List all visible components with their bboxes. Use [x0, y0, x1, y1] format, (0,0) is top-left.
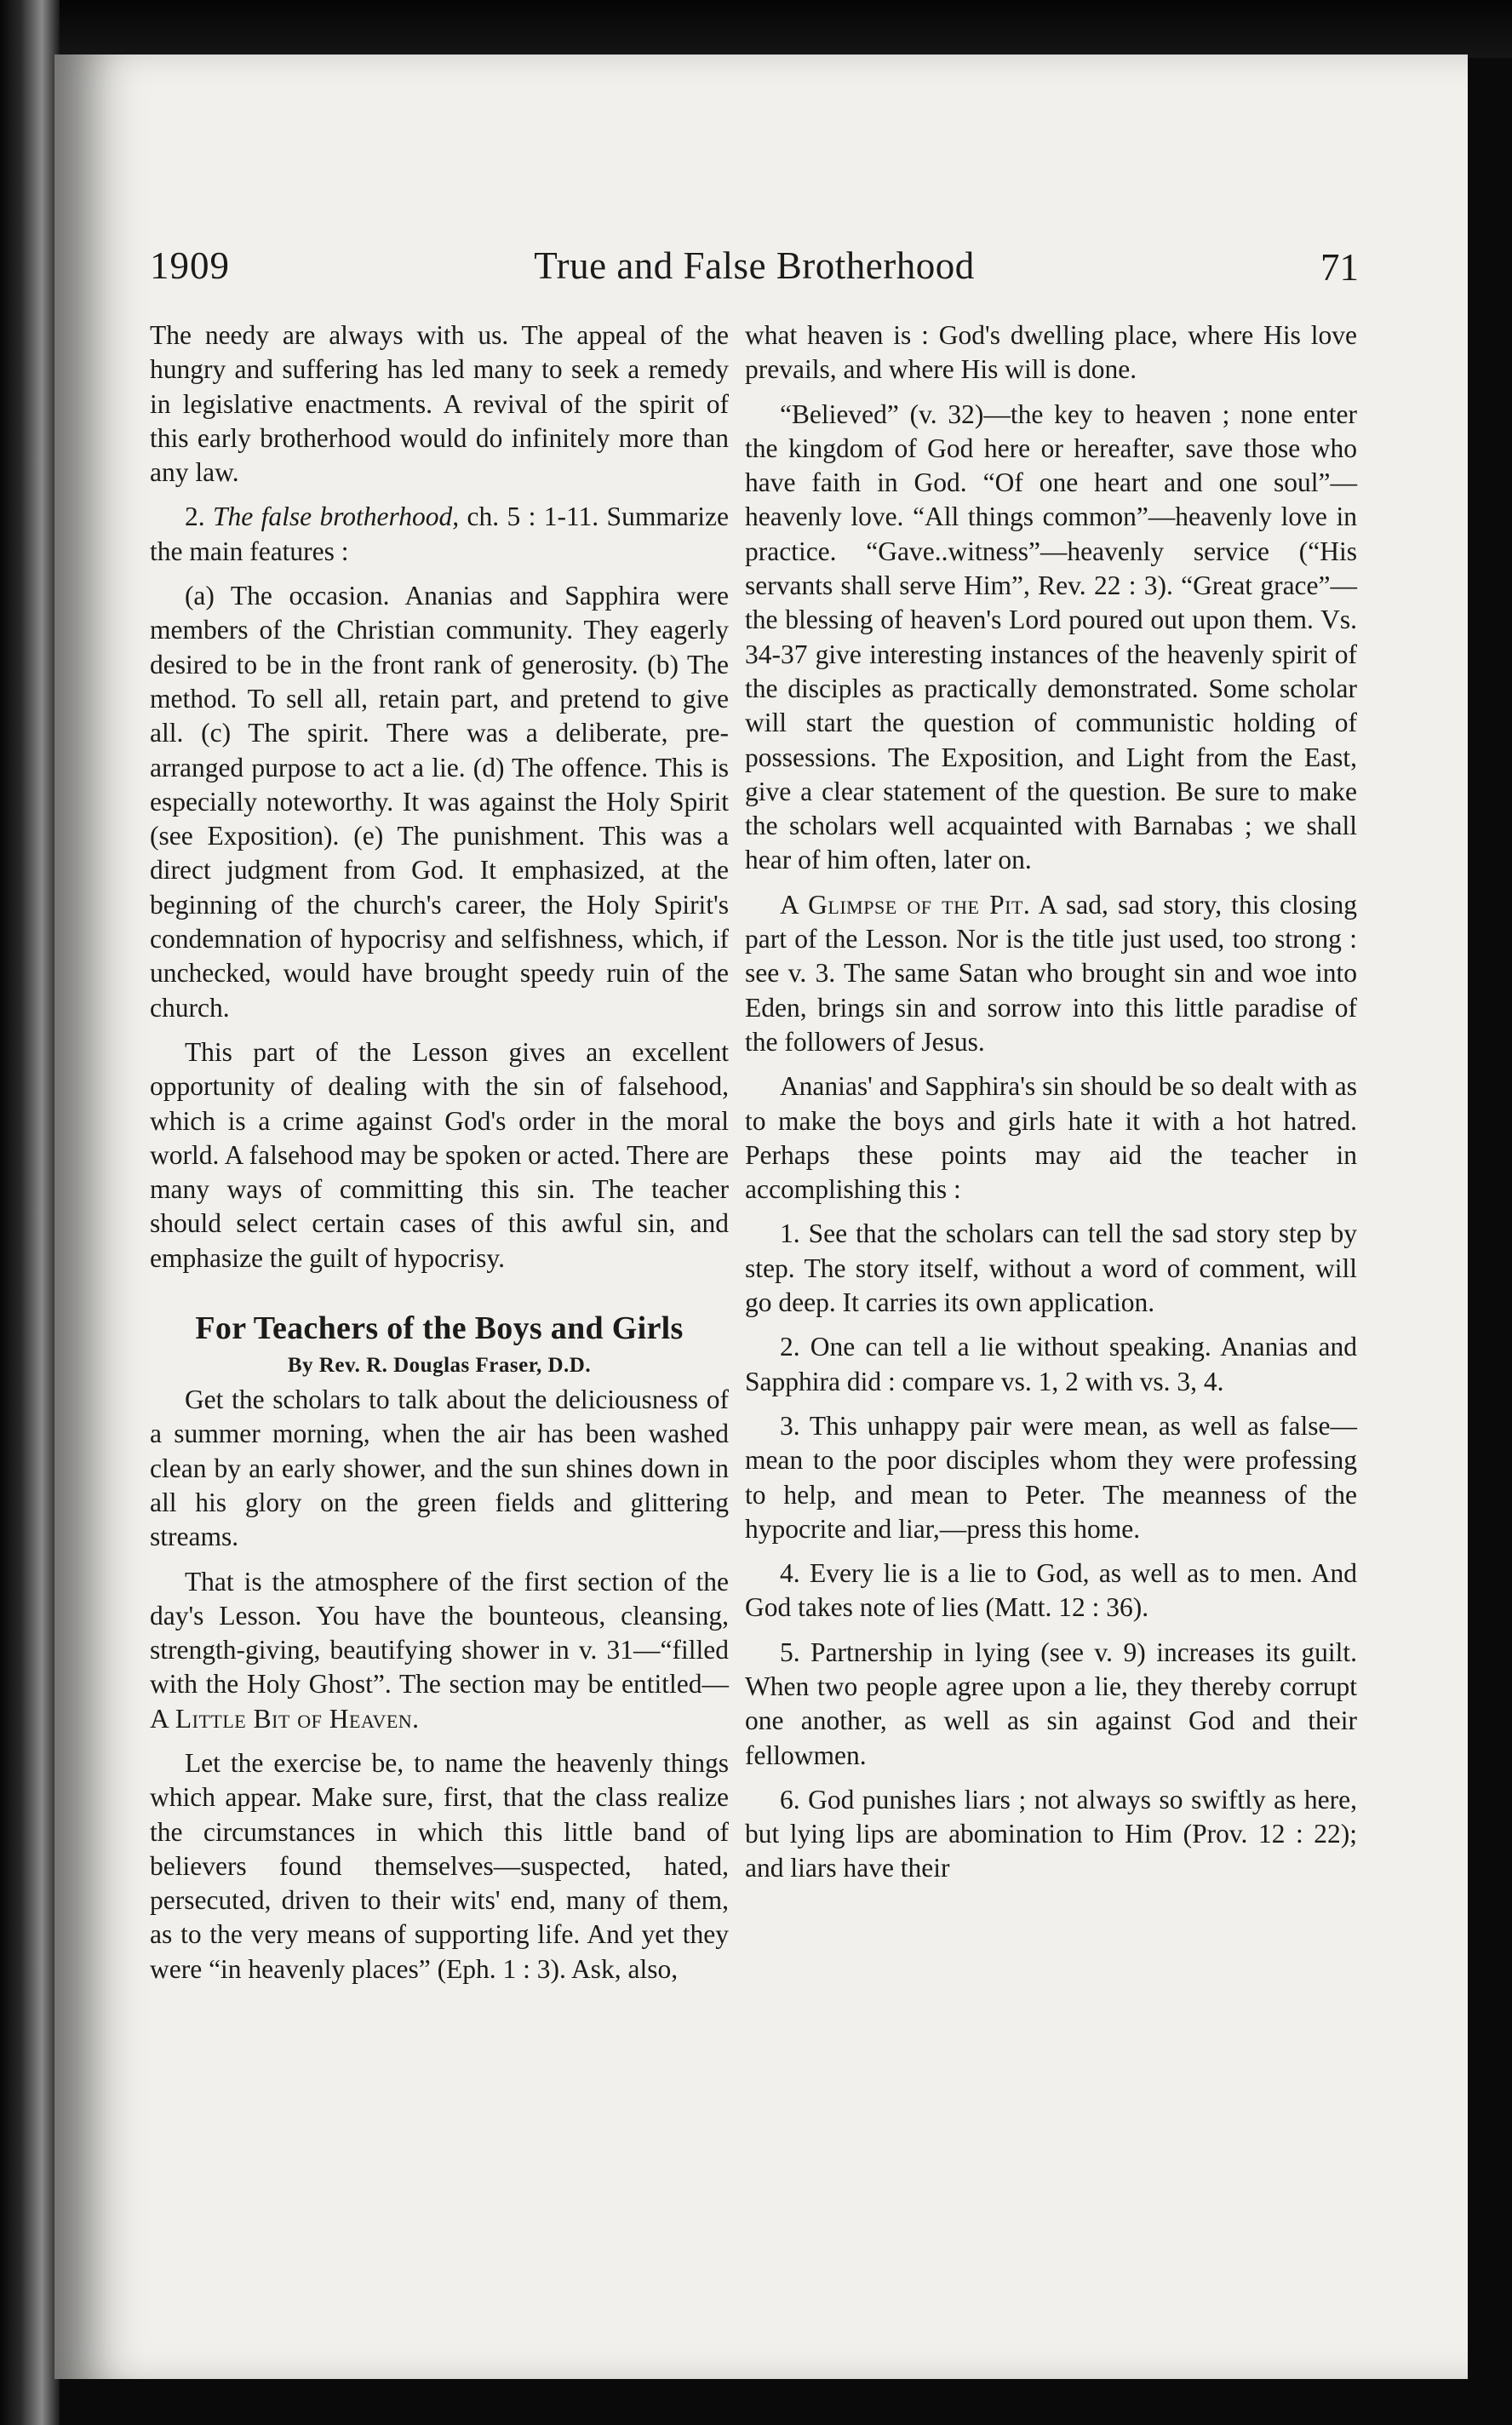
paragraph: (a) The occasion. Ananias and Sapphira were members of the Christian community. They eagerly desired to be in the front rank of generosity. (b) The method. To sell all, retain part, and pretend to give all. (c) The spirit. There was a deliberate, pre-arranged purpose to act a lie. (d) The offence. This is especially noteworthy. It was against the Holy Spirit (see Exposition). (e) The punishment. This was a direct judgment from God. It emphasized, at the beginning of the church's career, the Holy Spirit's condemnation of hypocrisy and selfishness, which, if unchecked, would have brought speedy ruin of the church.	[150, 581, 729, 1023]
paragraph	[150, 500, 729, 569]
paragraph-text: A sad, sad story, this closing part of the Lesson. Nor is the title just used, too strong : see v. 3. The same Satan who brought sin and woe into Eden, brings sin and sorrow into this little paradise of the followers of Jesus.	[745, 889, 1357, 1057]
list-item: 1. See that the scholars can tell the sad story step by step. The story itself, without a word of comment, will go deep. It carries its own application.	[745, 1218, 1357, 1318]
paragraph: “Believed” (v. 32)—the key to heaven ; none enter the kingdom of God here or hereafter, save those who have faith in God. “Of one heart and one soul”—heavenly love. “All things common”—heavenly love in practice. “Gave..witness”—heavenly service (“His servants shall serve Him”, Rev. 22 : 3). “Great grace”—the blessing of heaven's Lord poured out upon them. Vs. 34-37 give interesting instances of the heavenly spirit of the disciples as practically demonstrated. Some scholar will start the question of communistic holding of possessions. The Exposition, and Light from the East, give a clear statement of the question. Be sure to make the scholars well acquainted with Barnabas ; we shall hear of him often, later on.	[745, 398, 1357, 875]
paragraph	[745, 888, 1357, 1059]
list-item: 5. Partnership in lying (see v. 9) increases its guilt. When two people agree upon a lie, they thereby corrupt one another, as well as sin against God and their fellowmen.	[745, 1637, 1357, 1770]
header-year: 1909	[150, 244, 230, 287]
list-item: 3. This unhappy pair were mean, as well as false—mean to the poor disciples whom they were professing to help, and mean to Peter. The meanness of the hypocrite and liar,—press this home.	[745, 1410, 1357, 1544]
paragraph: This part of the Lesson gives an excellent opportunity of dealing with the sin of falsehood, which is a crime against God's order in the moral world. A falsehood may be spoken or acted. There are many ways of committing this sin. The teacher should select certain cases of this awful sin, and emphasize the guilt of hypocrisy.	[150, 1036, 729, 1273]
paragraph: The needy are always with us. The appeal of the hungry and suffering has led many to seek a remedy in legislative enactments. A revival of the spirit of this early brotherhood would do infinitely more than any law.	[150, 320, 729, 488]
subsection-title: A Little Bit of Heaven.	[150, 1703, 420, 1734]
paragraph: Ananias' and Sapphira's sin should be so dealt with as to make the boys and girls hate it with a hot hatred. Perhaps these points may aid the teacher in accomplishing this :	[745, 1071, 1357, 1205]
paragraph: Get the scholars to talk about the deliciousness of a summer morning, when the air has been washed clean by an early shower, and the sun shines down in all his glory on the green fields and glittering streams.	[150, 1384, 729, 1552]
book-page	[54, 54, 1468, 2379]
paragraph	[150, 1565, 729, 1736]
left-column	[150, 318, 729, 1997]
list-item: 6. God punishes liars ; not always so swiftly as here, but lying lips are abomination to Him (Prov. 12 : 22); and liars have their	[745, 1784, 1357, 1883]
paragraph-text: ch. 5 : 1-11. Summarize the main features :	[150, 502, 730, 566]
running-header	[150, 244, 1359, 303]
list-item: 4. Every lie is a lie to God, as well as to men. And God takes note of lies (Matt. 12 : 36).	[745, 1558, 1357, 1623]
item-number: 2.	[184, 502, 205, 532]
header-title: True and False Brotherhood	[534, 244, 975, 287]
right-column	[745, 318, 1357, 1896]
subsection-title: A Glimpse of the Pit.	[779, 889, 1031, 920]
paragraph: what heaven is : God's dwelling place, where His love prevails, and where His will is done.	[745, 320, 1357, 385]
italic-topic: The false brotherhood,	[212, 502, 460, 532]
author-byline: By Rev. R. Douglas Fraser, D.D.	[287, 1354, 592, 1378]
paragraph-text: That is the atmosphere of the first section of the day's Lesson. You have the bounteous, cleansing, strength-giving, beautifying shower in v. 31—“filled with the Holy Ghost”. The section may be entitled—	[150, 1566, 729, 1700]
list-item: 2. One can tell a lie without speaking. Ananias and Sapphira did : compare vs. 1, 2 with vs. 3, 4.	[745, 1332, 1357, 1396]
section-heading: For Teachers of the Boys and Girls	[195, 1310, 684, 1347]
page-number: 71	[1320, 246, 1359, 289]
paragraph: Let the exercise be, to name the heavenly things which appear. Make sure, first, that the class realize the circumstances in which this little band of believers found themselves—suspected, hated, persecuted, driven to their wits' end, many of them, as to the very means of supporting life. And yet they were “in heavenly places” (Eph. 1 : 3). Ask, also,	[150, 1747, 729, 1984]
scan-background	[60, 0, 1512, 58]
book-binding-shadow	[0, 0, 60, 2425]
